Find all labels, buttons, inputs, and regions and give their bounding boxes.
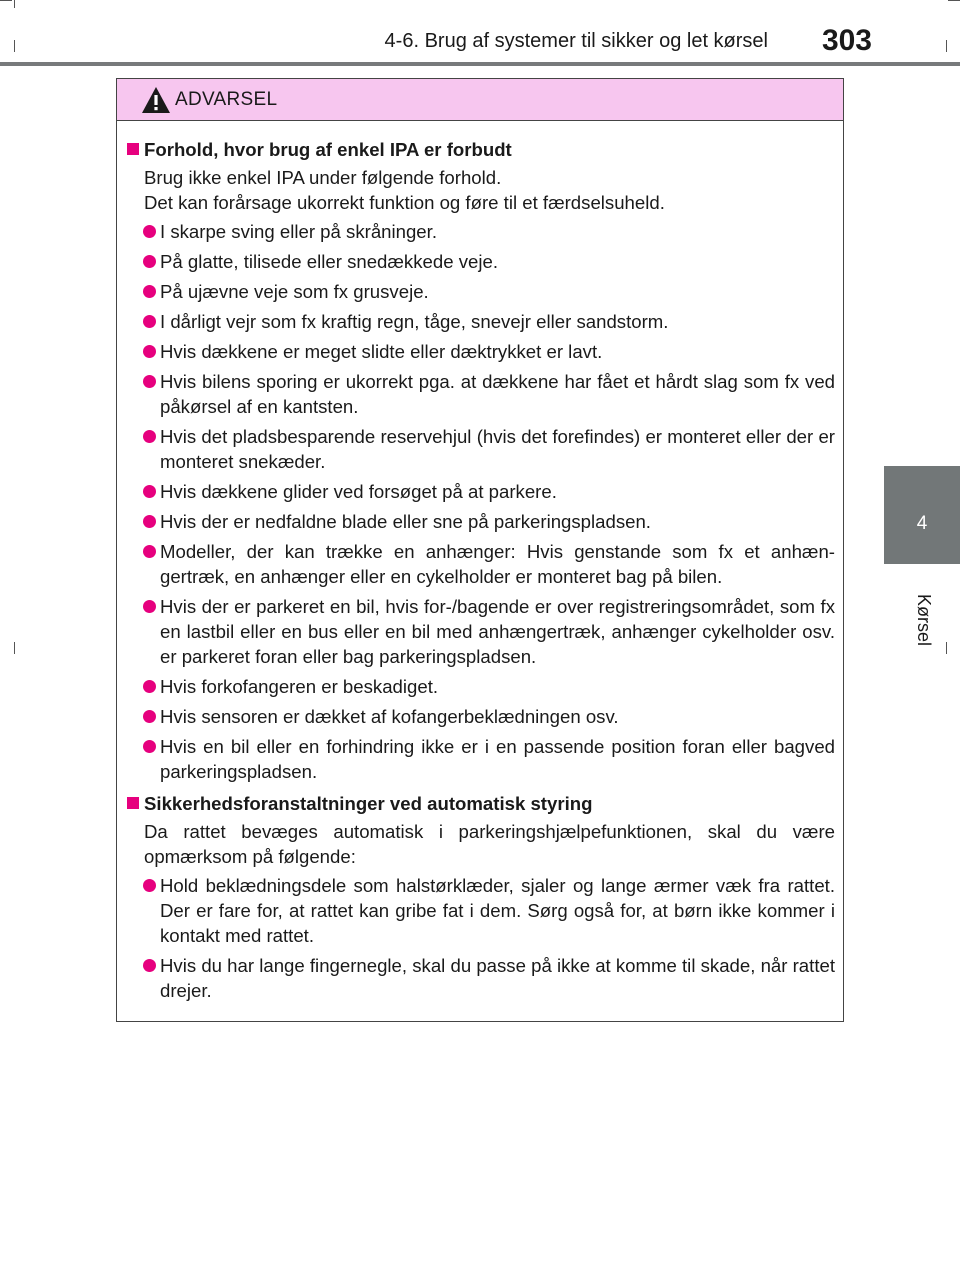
list-item: Hvis der er parkeret en bil, hvis for-/bagende er over registreringsområdet, som fx en lastbil eller en bus eller en bil med anhængertræk, anhænger cykelholder osv. er parkeret foran eller bag parkeringspladsen.: [127, 594, 835, 669]
list-item: I dårligt vejr som fx kraftig regn, tåge, snevejr eller sandstorm.: [127, 309, 835, 334]
bullet-dot-icon: [143, 959, 156, 972]
bullet-dot-icon: [143, 515, 156, 528]
bullet-dot-icon: [143, 545, 156, 558]
square-bullet-icon: [127, 797, 139, 809]
warning-box: [116, 78, 844, 1022]
list-item: Hvis du har lange fingernegle, skal du passe på ikke at komme til skade, når rattet drejer.: [127, 953, 835, 1003]
list-item: Hvis dækkene glider ved forsøget på at parkere.: [127, 479, 835, 504]
page-number: 303: [821, 24, 872, 57]
warning-triangle-icon: [141, 86, 171, 114]
bullet-dot-icon: [143, 680, 156, 693]
section-title: 4-6. Brug af systemer til sikker og let kørsel: [384, 30, 768, 52]
section-intro: Brug ikke enkel IPA under følgende forhold. Det kan forårsage ukorrekt funktion og føre til et færdselsuheld.: [144, 167, 665, 213]
list-item: Hvis det pladsbesparende reservehjul (hvis det forefindes) er monteret eller der er monteret snekæder.: [127, 424, 835, 474]
list-item: Modeller, der kan trække en anhænger: Hvis genstande som fx et anhæn- gertræk, en anhænger eller en cykelholder er monteret bag på bilen.: [127, 539, 835, 589]
list-item: Hvis forkofangeren er beskadiget.: [127, 674, 835, 699]
list-item: I skarpe sving eller på skråninger.: [127, 219, 835, 244]
warning-title: ADVARSEL: [175, 89, 278, 110]
warning-header: [117, 79, 843, 121]
bullet-dot-icon: [143, 879, 156, 892]
bullet-dot-icon: [143, 255, 156, 268]
section-heading: Sikkerhedsforanstaltninger ved automatisk styring: [127, 791, 835, 816]
list-item: Hvis dækkene er meget slidte eller dæktrykket er lavt.: [127, 339, 835, 364]
bullet-dot-icon: [143, 285, 156, 298]
warning-body: [117, 121, 843, 1003]
crop-mark: [946, 642, 947, 654]
list-item: Hvis en bil eller en forhindring ikke er i en passende position foran eller bagved parkeringspladsen.: [127, 734, 835, 784]
bullet-dot-icon: [143, 225, 156, 238]
chapter-number: 4: [916, 513, 928, 534]
bullet-dot-icon: [143, 740, 156, 753]
list-item: Hold beklædningsdele som halstørklæder, sjaler og lange ærmer væk fra rattet. Der er fare for, at rattet kan gribe fat i dem. Sørg også for, at børn ikke kommer i kontakt med rattet.: [127, 873, 835, 948]
bullet-dot-icon: [143, 375, 156, 388]
chapter-tab: [884, 466, 960, 564]
bullet-dot-icon: [143, 315, 156, 328]
bullet-dot-icon: [143, 345, 156, 358]
list-item: Hvis sensoren er dækket af kofangerbeklædningen osv.: [127, 704, 835, 729]
section-heading: Forhold, hvor brug af enkel IPA er forbudt: [127, 137, 835, 162]
bullet-dot-icon: [143, 485, 156, 498]
header-rule: [0, 62, 960, 66]
chapter-label: Kørsel: [914, 593, 934, 646]
square-bullet-icon: [127, 143, 139, 155]
list-item: Hvis bilens sporing er ukorrekt pga. at dækkene har fået et hårdt slag som fx ved påkørsel af en kantsten.: [127, 369, 835, 419]
list-item: Hvis der er nedfaldne blade eller sne på parkeringspladsen.: [127, 509, 835, 534]
page-header: [0, 0, 960, 64]
list-item: På ujævne veje som fx grusveje.: [127, 279, 835, 304]
list-item: På glatte, tilisede eller snedækkede veje.: [127, 249, 835, 274]
crop-mark: [14, 642, 15, 654]
bullet-dot-icon: [143, 430, 156, 443]
section-intro: Da rattet bevæges automatisk i parkeringshjælpefunktionen, skal du være opmærksom på følgende:: [144, 821, 835, 867]
bullet-dot-icon: [143, 600, 156, 613]
bullet-dot-icon: [143, 710, 156, 723]
